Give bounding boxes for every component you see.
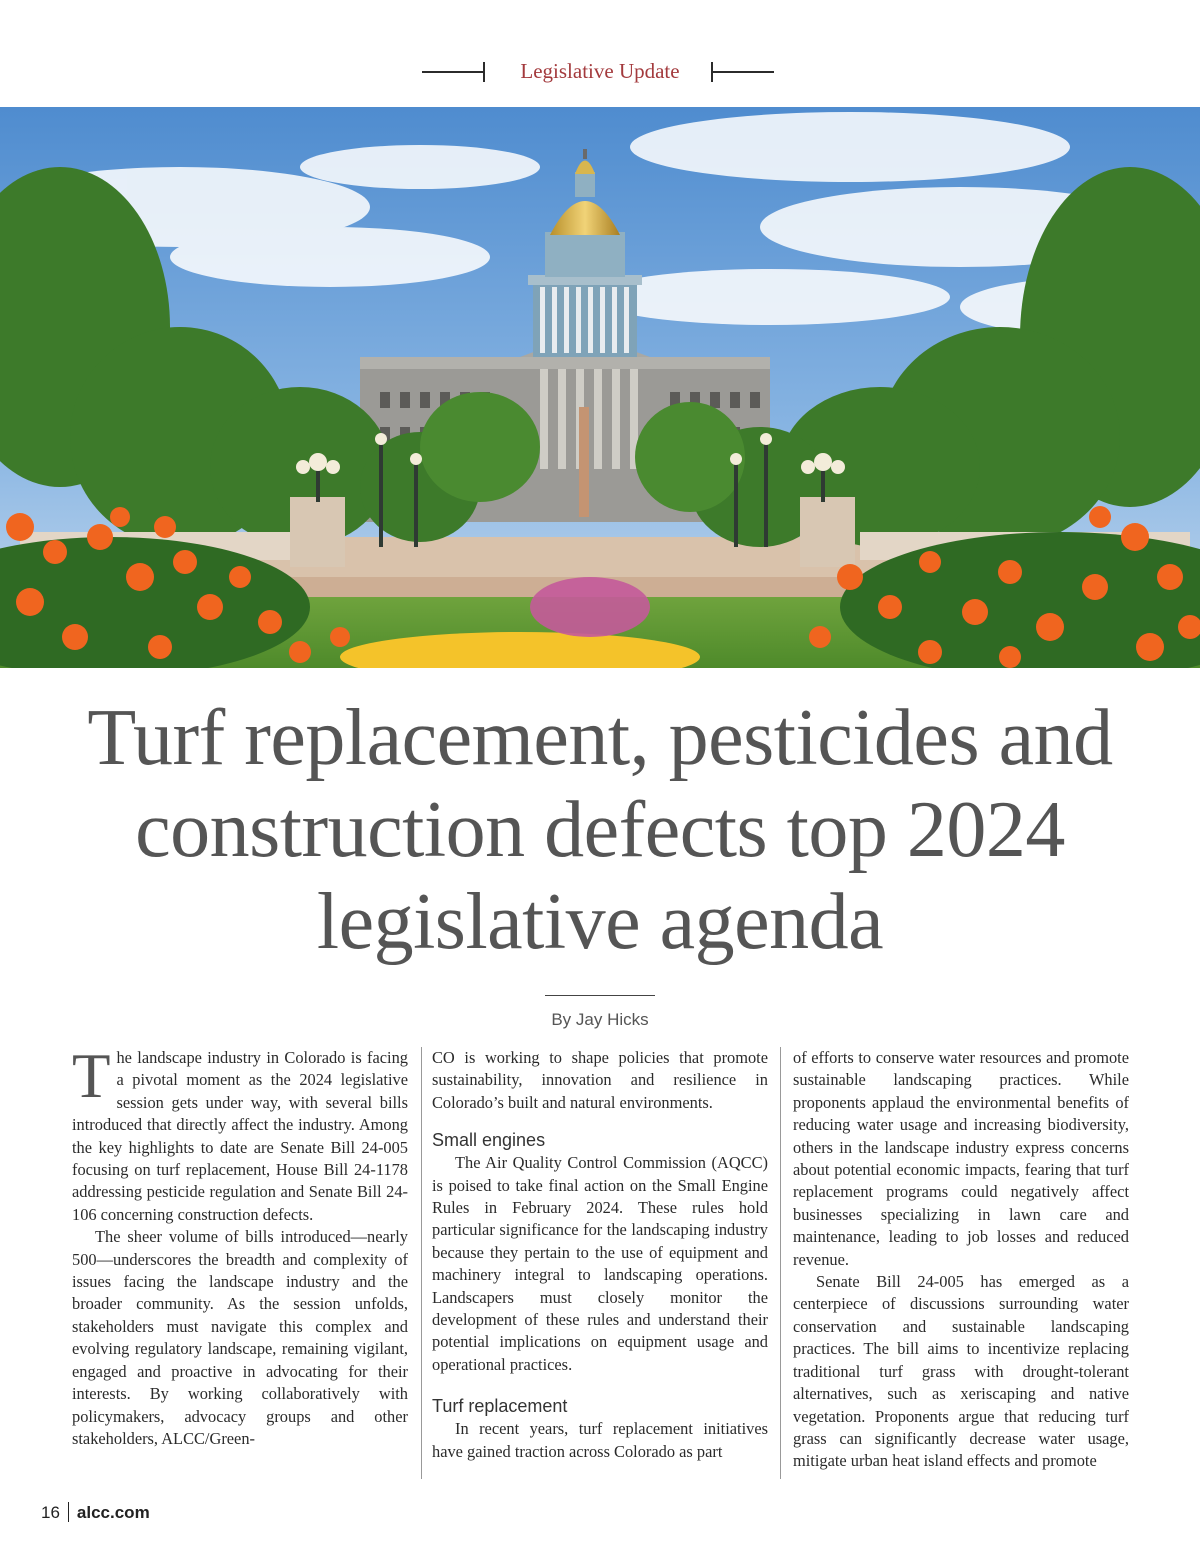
article-paragraph: The Air Quality Control Commission (AQCC) is poised to take final action on the Small Engine Rules in February 2024. These rules hold particular significance for the landscaping industry because they pertain to the use of equipment and machinery integral to landscaping operations. Landscapers must closely monitor the development of these rules and understand their potential implications on equipment usage and operational practices. (432, 1153, 768, 1374)
article-paragraph: Senate Bill 24-005 has emerged as a centerpiece of discussions surrounding water conservation and sustainable landscaping practices. The bill aims to incentivize replacing traditional turf grass with drought-tolerant alternatives, such as xeriscaping and native vegetation. Proponents argue that reducing turf grass can significantly decrease water usage, mitigate urban heat island effects and promote (793, 1272, 1129, 1471)
page-footer (41, 1502, 150, 1523)
footer-site: alcc.com (76, 1503, 150, 1522)
article-paragraph: In recent years, turf replacement initiatives have gained traction across Colorado as part (432, 1419, 768, 1461)
column-rule-2 (780, 1047, 781, 1479)
capitol-building-photo (0, 107, 1200, 668)
byline: By Jay Hicks (551, 1010, 649, 1029)
hero-photo (0, 107, 1200, 668)
headline: Turf replacement, pesticides and construction defects top 2024 legislative agenda (87, 694, 1113, 966)
section-label: Legislative Update (520, 59, 680, 83)
article-column-2 (432, 1047, 768, 1477)
article-column-1 (72, 1047, 408, 1477)
article-column-3 (793, 1047, 1129, 1477)
subhead-turf-replacement: Turf replacement (432, 1396, 568, 1417)
page-number: 16 (41, 1503, 60, 1522)
section-header (0, 56, 1200, 88)
header-rule-right (712, 71, 774, 73)
footer-divider (68, 1502, 69, 1522)
paragraph-text: he landscape industry in Colorado is facing a pivotal moment as the 2024 legislative session gets under way, with several bills introduced that directly affect the industry. Among the key highlights to date are Senate Bill 24-005 focusing on turf replacement, House Bill 24-1178 addressing pesticide regulation and Senate Bill 24-106 concerning construction defects. (72, 1048, 408, 1224)
header-rule-left (422, 71, 484, 73)
article-paragraph: CO is working to shape policies that promote sustainability, innovation and resilience in Colorado’s built and natural environments. (432, 1048, 768, 1112)
drop-cap: T (72, 1047, 111, 1111)
article-paragraph: The sheer volume of bills introduced—nearly 500—underscores the breadth and complexity of issues facing the landscape industry and the broader community. As the session unfolds, stakeholders must navigate this complex and evolving regulatory landscape, remaining vigilant, engaged and proactive in advocating for their interests. By working collaboratively with policymakers, advocacy groups and other stakeholders, ALCC/Green- (72, 1227, 408, 1448)
article-paragraph: of efforts to conserve water resources and promote sustainable landscaping practices. While proponents applaud the environmental benefits of reducing water usage and increasing biodiversity, others in the landscape industry express concerns about potential economic impacts, fearing that turf replacement programs could negatively affect businesses specializing in lawn care and maintenance, leading to job losses and reduced revenue. (793, 1048, 1129, 1269)
header-tick-left (483, 62, 485, 82)
article-paragraph (72, 1047, 408, 1226)
byline-rule (545, 995, 655, 996)
subhead-small-engines: Small engines (432, 1130, 546, 1151)
column-rule-1 (421, 1047, 422, 1479)
